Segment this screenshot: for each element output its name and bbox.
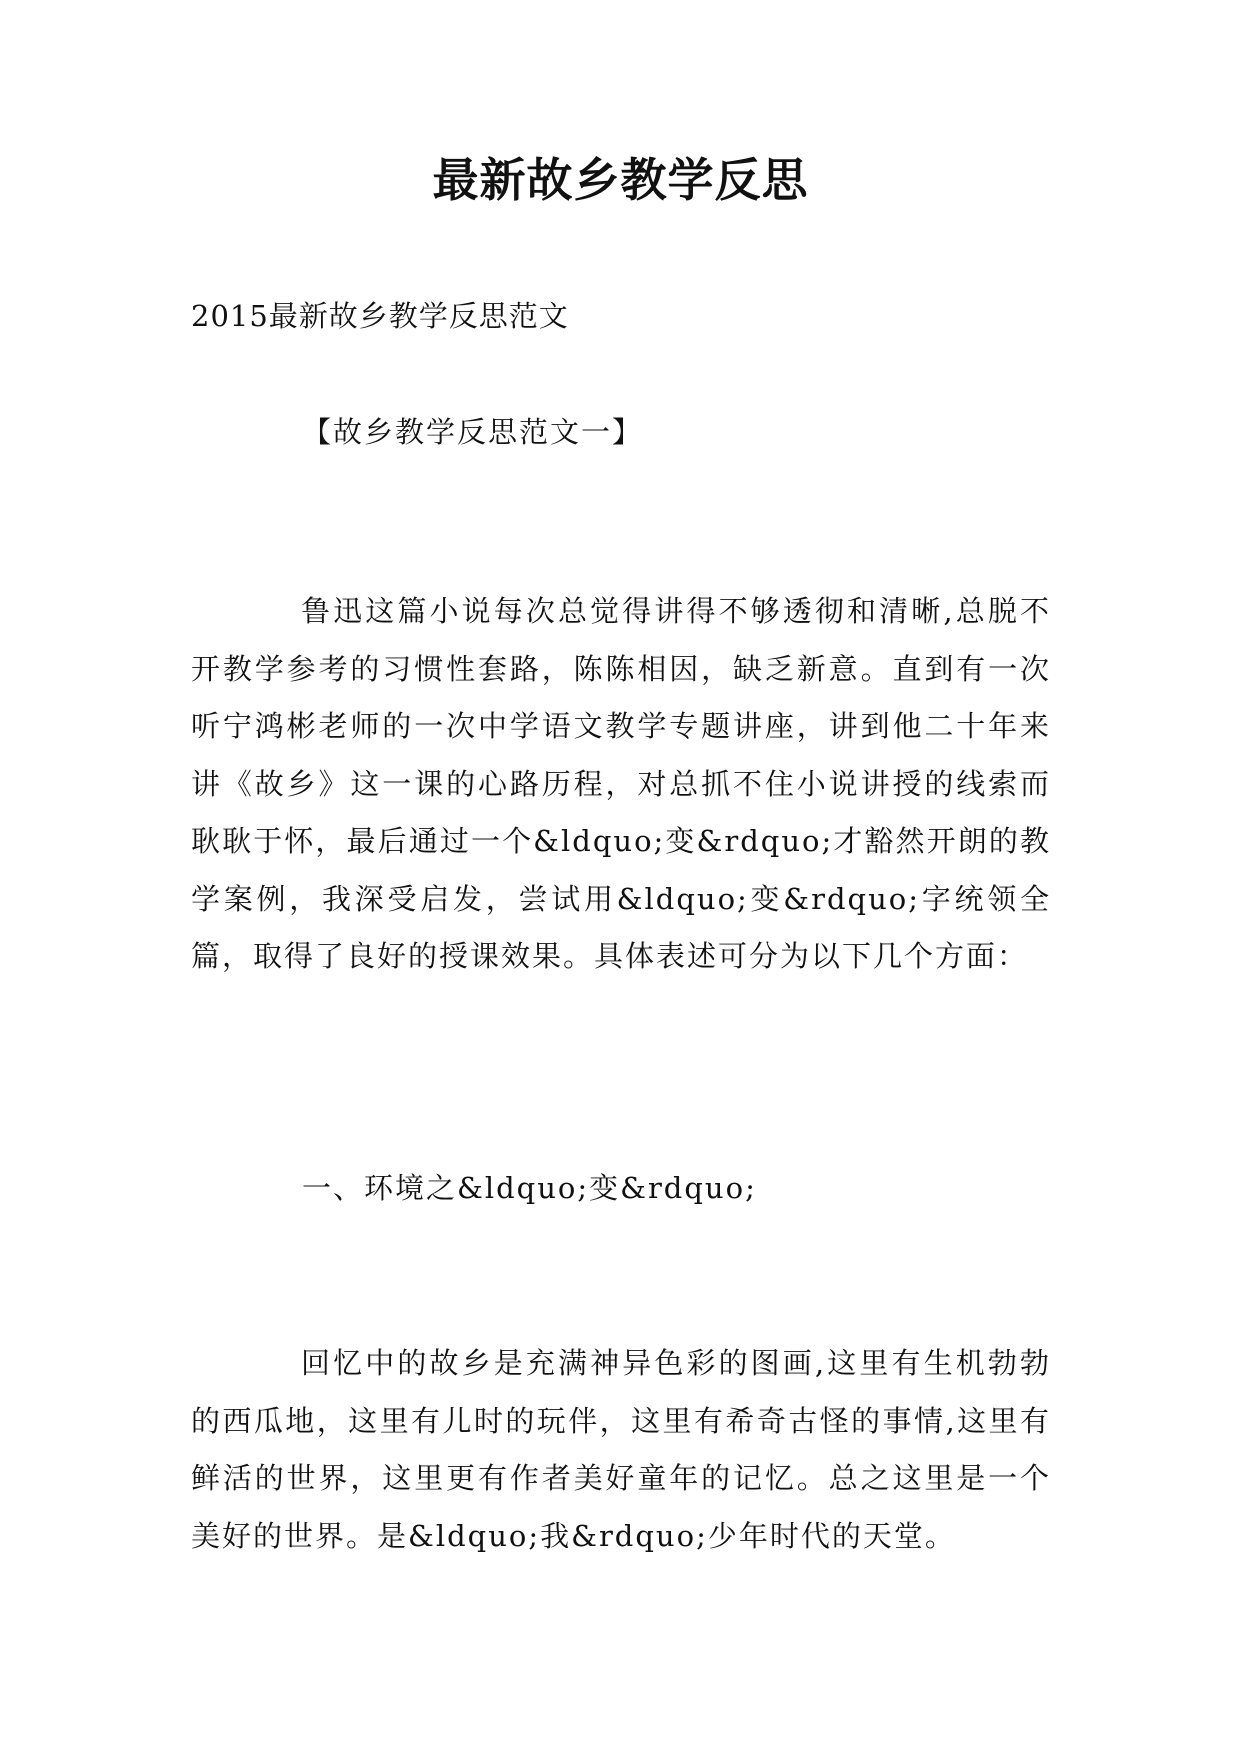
section-heading-environment: 一、环境之&ldquo;变&rdquo; (302, 1171, 757, 1205)
section-label: 【故乡教学反思范文一】 (302, 415, 644, 449)
document-title: 最新故乡教学反思 (432, 153, 809, 207)
body-paragraph-1: 鲁迅这篇小说每次总觉得讲得不够透彻和清晰,总脱不开教学参考的习惯性套路，陈陈相因，缺乏新意。直到有一次听宁鸿彬老师的一次中学语文教学专题讲座，讲到他二十年来讲《故乡》这一课的心路历程，对总抓不住小说讲授的线索而耿耿于怀，最后通过一个&ldquo;变&rdquo;才豁然开朗的教学案例，我深受启发，尝试用&ldquo;变&rdquo;字统领全篇，取得了良好的授课效果。具体表述可分为以下几个方面： (191, 594, 1051, 973)
document-subtitle: 2015最新故乡教学反思范文 (191, 299, 569, 333)
body-paragraph-2: 回忆中的故乡是充满神异色彩的图画,这里有生机勃勃的西瓜地，这里有儿时的玩伴，这里有希奇古怪的事情,这里有鲜活的世界，这里更有作者美好童年的记忆。总之这里是一个美好的世界。是&ldquo;我&rdquo;少年时代的天堂。 (191, 1346, 1051, 1553)
